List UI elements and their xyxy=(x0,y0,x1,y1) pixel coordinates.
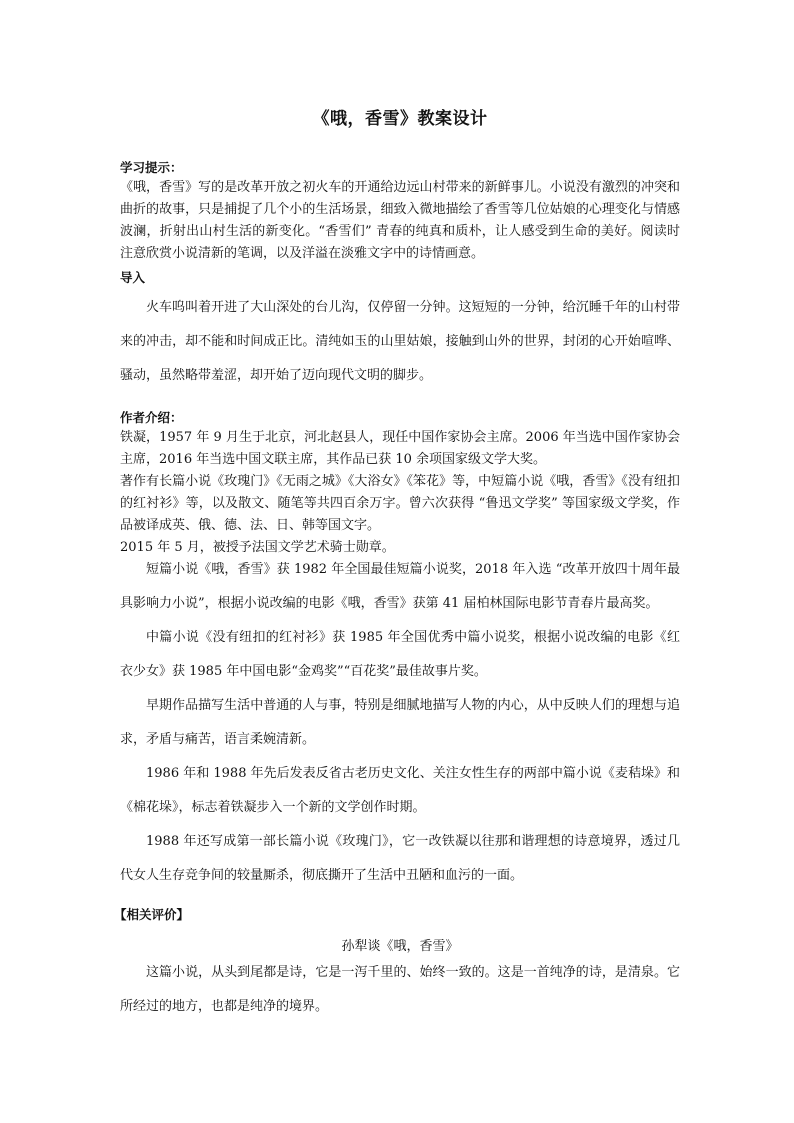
tips-text: 《哦，香雪》写的是改革开放之初火车的开通给边远山村带来的新鲜事儿。小说没有激烈的冲突和曲折的故事，只是捕捉了几个小的生活场景，细致入微地描绘了香雪等几位姑娘的心理变化与情感波澜，折射出山村生活的新变化。“香雪们” 青春的纯真和质朴，让人感受到生命的美好。阅读时注意欣赏小说清新的笔调，以及洋溢在淡雅文字中的诗情画意。 xyxy=(120,180,680,261)
document-page xyxy=(114,0,681,1123)
page-title: 《哦，香雪》教案设计 xyxy=(312,109,488,129)
author-paragraph-3: 2015 年 5 月，被授予法国文学艺术骑士勋章。 xyxy=(120,540,395,555)
review-text: 这篇小说，从头到尾都是诗，它是一泻千里的、始终一致的。这是一首纯净的诗，是清泉。它所经过的地方，也都是纯净的境界。 xyxy=(120,965,680,1014)
body-paragraph-5: 1988 年还写成第一部长篇小说《玫瑰门》，它一改铁凝以往那和谐理想的诗意境界，透过几代女人生存竞争间的较量厮杀，彻底撕开了生活中丑陋和血污的一面。 xyxy=(120,834,680,883)
body-paragraph-2: 中篇小说《没有纽扣的红衬衫》获 1985 年全国优秀中篇小说奖，根据小说改编的电影《红衣少女》获 1985 年中国电影“金鸡奖”“百花奖”最佳故事片奖。 xyxy=(120,630,680,679)
body-paragraph-1: 短篇小说《哦，香雪》获 1982 年全国最佳短篇小说奖，2018 年入选 “改革开放四十周年最具影响力小说”，根据小说改编的电影《哦，香雪》获第 41 届柏林国际电影节青春片最高奖。 xyxy=(120,562,681,611)
author-heading: 作者介绍： xyxy=(120,410,183,425)
tips-heading: 学习提示： xyxy=(120,160,183,175)
body-paragraph-3: 早期作品描写生活中普通的人与事，特别是细腻地描写人物的内心，从中反映人们的理想与追求，矛盾与痛苦，语言柔婉清新。 xyxy=(120,698,680,747)
intro-heading: 导入 xyxy=(120,270,146,285)
review-heading: 【相关评价】 xyxy=(114,907,190,922)
intro-paragraph xyxy=(120,291,680,393)
review-title: 孙犁谈《哦，香雪》 xyxy=(341,939,459,954)
intro-text: 火车呜叫着开进了大山深处的台儿沟，仅停留一分钟。这短短的一分钟，给沉睡千年的山村带来的冲击，却不能和时间成正比。清纯如玉的山里姑娘，接触到山外的世界，封闭的心开始喧哗、骚动，虽然略带羞涩，却开始了迈向现代文明的脚步。 xyxy=(120,300,680,383)
author-paragraph-1: 铁凝，1957 年 9 月生于北京，河北赵县人，现任中国作家协会主席。2006 年当选中国作家协会主席，2016 年当选中国文联主席，其作品已获 10 余项国家级文学大奖。 xyxy=(120,430,680,467)
author-paragraph-2: 著作有长篇小说《玫瑰门》《无雨之城》《大浴女》《笨花》等，中短篇小说《哦，香雪》《没有纽扣的红衬衫》等，以及散文、随笔等共四百余万字。曾六次获得 “鲁迅文学奖” 等国家级文学奖，作品被译成英、俄、德、法、日、韩等国文字。 xyxy=(120,474,680,533)
author-intro xyxy=(120,427,680,559)
review-paragraph xyxy=(120,956,680,1024)
tips-paragraph xyxy=(120,177,680,265)
author-works xyxy=(120,553,680,893)
body-paragraph-4: 1986 年和 1988 年先后发表反省古老历史文化、关注女性生存的两部中篇小说《麦秸垛》和《棉花垛》，标志着铁凝步入一个新的文学创作时期。 xyxy=(120,766,680,815)
